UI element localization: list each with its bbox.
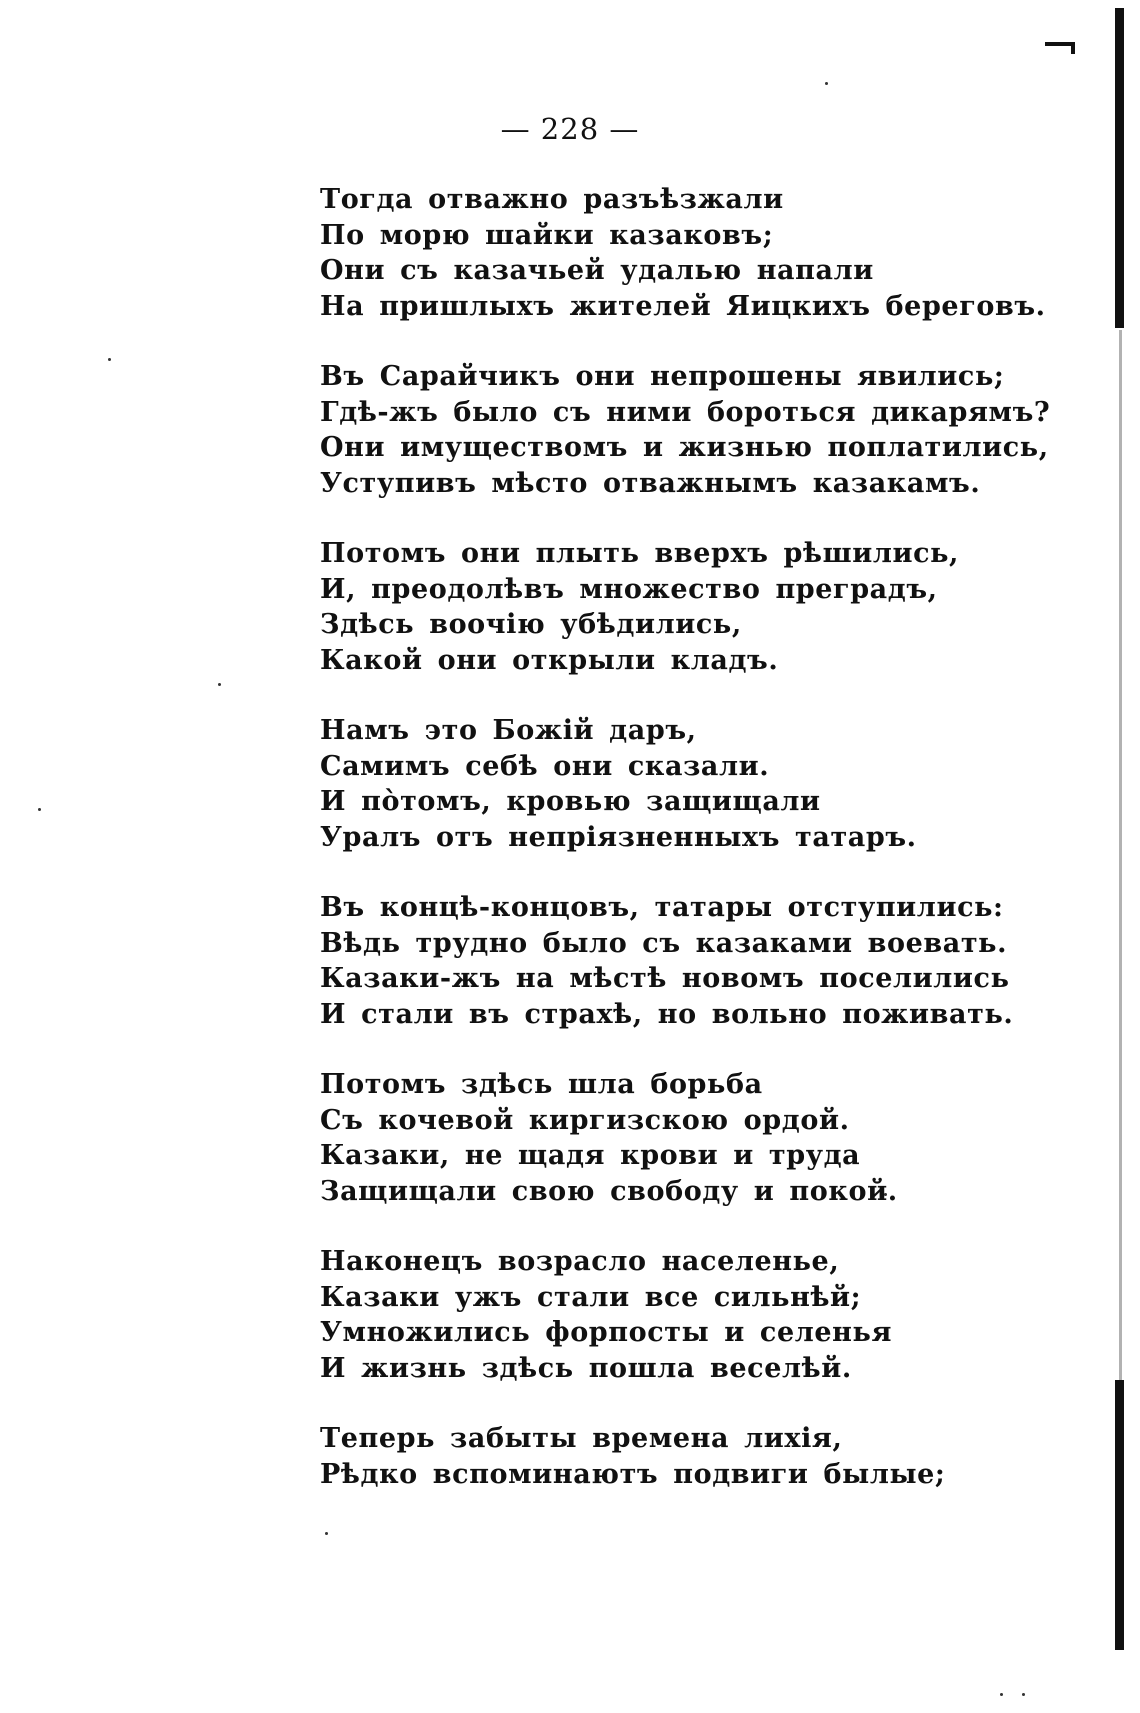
scan-corner-mark — [1045, 42, 1075, 54]
scan-speck — [218, 683, 221, 686]
poem-line: Намъ это Божій даръ, — [320, 715, 697, 746]
poem-line: Гдѣ-жъ было съ ними бороться дикарямъ? — [320, 396, 1051, 428]
poem-line: Уступивъ мѣсто отважнымъ казакамъ. — [320, 467, 981, 499]
stanza — [320, 1067, 960, 1209]
poem-line: И пòтомъ, кровью защищали — [320, 786, 821, 817]
stanza — [320, 182, 1046, 324]
scan-edge-line — [1119, 330, 1122, 1380]
scan-speck — [1022, 1693, 1025, 1696]
poem-line: Потомъ здѣсь шла борьба — [320, 1069, 763, 1100]
scan-speck — [325, 1532, 328, 1535]
poem-line: Съ кочевой киргизскою ордой. — [320, 1104, 850, 1136]
page-number: — 228 — — [500, 112, 640, 146]
poem-line: И, преодолѣвъ множество преградъ, — [320, 573, 938, 605]
poem-line: Наконецъ возрасло населенье, — [320, 1246, 840, 1277]
poem-line: Они имуществомъ и жизнью поплатились, — [320, 432, 1049, 463]
stanza — [320, 1421, 960, 1492]
poem-line: Казаки ужъ стали все сильнѣй; — [320, 1281, 862, 1313]
stanza — [320, 713, 960, 855]
poem-line: Какой они открыли кладъ. — [320, 644, 779, 676]
poem-line: Тогда отважно разъѣзжали — [320, 184, 784, 215]
stanza — [320, 1244, 960, 1386]
scan-speck — [38, 808, 41, 811]
poem-line: Рѣдко вспоминаютъ подвиги былые; — [320, 1458, 946, 1490]
poem-line: Защищали свою свободу и покой. — [320, 1175, 898, 1207]
poem-line: Теперь забыты времена лихія, — [320, 1423, 843, 1454]
scan-speck — [1000, 1693, 1003, 1696]
poem-line: Въ Сарайчикъ они непрошены явились; — [320, 361, 1005, 392]
poem-line: Казаки-жъ на мѣстѣ новомъ поселились — [320, 963, 1010, 994]
poem-line: Самимъ себѣ они сказали. — [320, 750, 770, 782]
poem-line: И стали въ страхѣ, но вольно поживать. — [320, 998, 1014, 1030]
poem-line: По морю шайки казаковъ; — [320, 219, 774, 251]
poem-body — [320, 182, 1051, 1527]
poem-line: Здѣсь воочію убѣдились, — [320, 609, 742, 640]
scan-speck — [108, 358, 111, 361]
poem-line: Въ концѣ-концовъ, татары отступились: — [320, 892, 1004, 923]
poem-line: На пришлыхъ жителей Яицкихъ береговъ. — [320, 290, 1046, 322]
scan-edge-bar-bottom — [1115, 1380, 1124, 1650]
scan-speck — [825, 82, 828, 85]
poem-line: Потомъ они плыть вверхъ рѣшились, — [320, 538, 960, 569]
scan-edge-bar-top — [1115, 8, 1124, 328]
poem-line: Они съ казачьей удалью напали — [320, 255, 874, 286]
poem-line: Умножились форпосты и селенья — [320, 1317, 892, 1348]
stanza — [320, 359, 1051, 501]
poem-line: Казаки, не щадя крови и труда — [320, 1140, 861, 1171]
stanza — [320, 890, 1014, 1032]
stanza — [320, 536, 960, 678]
poem-line: И жизнь здѣсь пошла веселѣй. — [320, 1352, 852, 1384]
poem-line: Вѣдь трудно было съ казаками воевать. — [320, 927, 1008, 959]
poem-line: Уралъ отъ непріязненныхъ татаръ. — [320, 821, 917, 853]
